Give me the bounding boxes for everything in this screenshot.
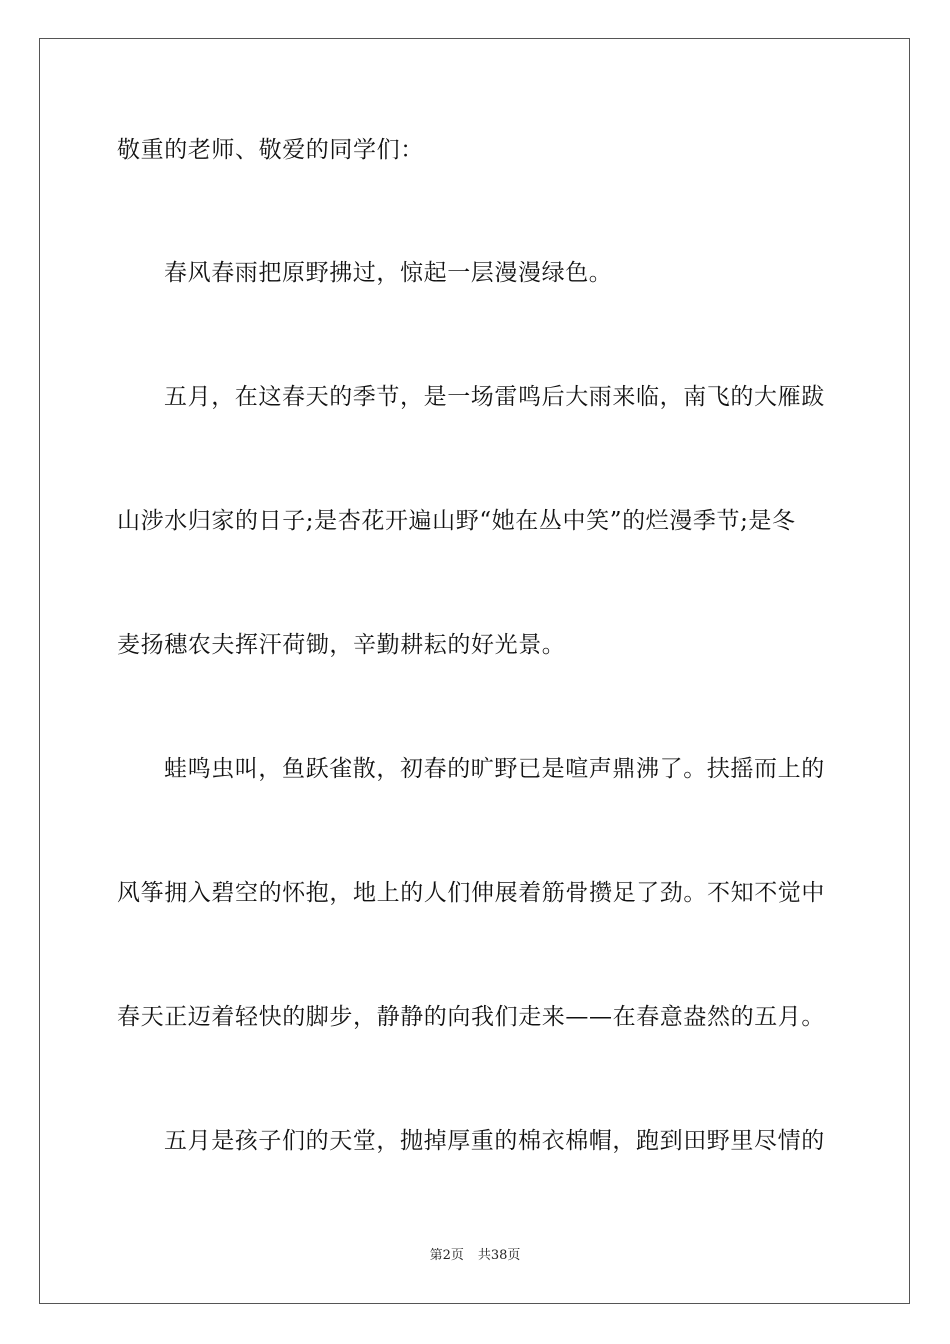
page-total: 共38页 [477, 1248, 521, 1263]
page-footer [0, 1247, 950, 1265]
paragraph-3-line-2: 风筝拥入碧空的怀抱，地上的人们伸展着筋骨攒足了劲。不知不觉中 [117, 880, 825, 906]
paragraph-4-line-1: 五月是孩子们的天堂，抛掉厚重的棉衣棉帽，跑到田野里尽情的 [164, 1128, 825, 1154]
paragraph-2-line-3: 麦扬穗农夫挥汗荷锄，辛勤耕耘的好光景。 [117, 632, 566, 658]
paragraph-1-line-1: 春风春雨把原野拂过，惊起一层漫漫绿色。 [164, 260, 613, 286]
page-frame [39, 38, 910, 1304]
paragraph-3-line-3: 春天正迈着轻快的脚步，静静的向我们走来——在春意盎然的五月。 [117, 1004, 825, 1030]
paragraph-3-line-1: 蛙鸣虫叫，鱼跃雀散，初春的旷野已是喧声鼎沸了。扶摇而上的 [164, 756, 825, 782]
salutation-line: 敬重的老师、敬爱的同学们： [117, 137, 424, 163]
page-number: 第2页 [429, 1248, 464, 1263]
paragraph-2-line-2: 山涉水归家的日子;是杏花开遍山野“她在丛中笑”的烂漫季节;是冬 [117, 508, 796, 534]
paragraph-2-line-1: 五月，在这春天的季节，是一场雷鸣后大雨来临，南飞的大雁跋 [164, 384, 825, 410]
